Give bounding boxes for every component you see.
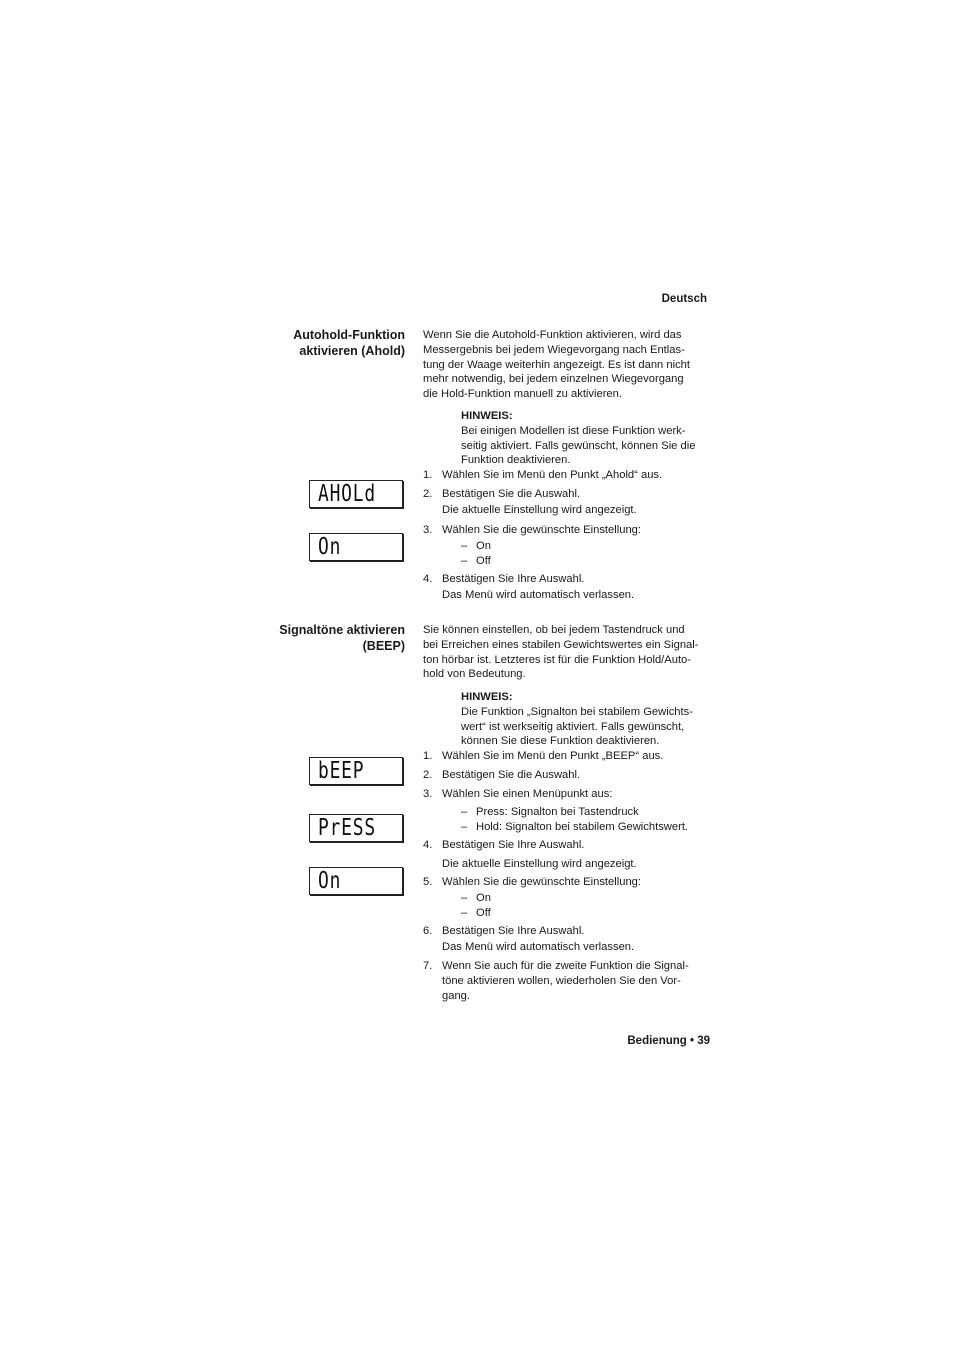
note-title: HINWEIS: xyxy=(461,691,513,703)
option-item: – Hold: Signalton bei stabilem Gewichtswert. xyxy=(461,821,689,833)
section1-intro xyxy=(423,328,715,402)
step-subtext: Die aktuelle Einstellung wird angezeigt. xyxy=(442,858,637,870)
text-line: Die Funktion „Signalton bei stabilem Gewichts- xyxy=(461,705,693,718)
step-item xyxy=(423,924,715,955)
step-number: 3. xyxy=(423,524,433,536)
step-item xyxy=(423,959,715,1004)
option-item: – On xyxy=(461,892,491,904)
text-line: wert“ ist werkseitig aktiviert. Falls gewünscht, xyxy=(461,720,685,733)
step-text: Bestätigen Sie Ihre Auswahl. xyxy=(442,573,585,585)
lcd-text: bEEP xyxy=(318,758,365,784)
step-number: 7. xyxy=(423,960,433,972)
text-line: tung der Waage weiterhin angezeigt. Es ist dann nicht xyxy=(423,358,691,371)
step-number: 5. xyxy=(423,876,433,888)
lcd-text: PrESS xyxy=(318,815,376,841)
text-line: ton hörbar ist. Letzteres ist für die Funktion Hold/Auto- xyxy=(423,653,692,666)
option-item: – Off xyxy=(461,555,491,567)
step-number: 2. xyxy=(423,488,433,500)
step-text: Wählen Sie die gewünschte Einstellung: xyxy=(442,524,642,536)
text-line: seitig aktiviert. Falls gewünscht, können Sie die xyxy=(461,439,696,452)
lcd-display-press xyxy=(309,814,403,842)
step-item xyxy=(423,523,715,538)
step-text: Wählen Sie im Menü den Punkt „BEEP“ aus. xyxy=(442,750,664,762)
step-item xyxy=(423,787,715,802)
step-number: 1. xyxy=(423,469,433,481)
text-line: Funktion deaktivieren. xyxy=(461,454,571,467)
language-header: Deutsch xyxy=(661,293,707,305)
text-line: bei Erreichen eines stabilen Gewichtswertes ein Signal- xyxy=(423,638,699,651)
step-number: 1. xyxy=(423,750,433,762)
step-text xyxy=(442,959,715,1004)
text-line: die Hold-Funktion manuell zu aktivieren. xyxy=(423,388,622,401)
section1-note xyxy=(461,409,717,468)
step-text: Bestätigen Sie Ihre Auswahl. xyxy=(442,839,585,851)
option-item: – On xyxy=(461,540,491,552)
step-item xyxy=(423,875,715,890)
step-text: Bestätigen Sie Ihre Auswahl. xyxy=(442,925,585,937)
step-subtext: Das Menü wird automatisch verlassen. xyxy=(442,589,635,601)
lcd-display-on xyxy=(309,867,403,895)
text-line: Wenn Sie auch für die zweite Funktion die Signal- xyxy=(442,960,689,972)
text-line: töne aktivieren wollen, wiederholen Sie den Vor- xyxy=(442,975,681,987)
step-text: Bestätigen Sie die Auswahl. xyxy=(442,488,581,500)
text-line: hold von Bedeutung. xyxy=(423,668,526,681)
section2-note xyxy=(461,690,717,749)
lcd-display-ahold xyxy=(309,480,403,508)
option-label: On xyxy=(476,540,491,552)
note-title: HINWEIS: xyxy=(461,410,513,422)
step-item xyxy=(423,768,715,783)
option-label: Off xyxy=(476,907,491,919)
lcd-display-beep xyxy=(309,757,403,785)
step-item xyxy=(423,468,715,483)
step-text: Wählen Sie die gewünschte Einstellung: xyxy=(442,876,642,888)
step-number: 4. xyxy=(423,573,433,585)
lcd-text: On xyxy=(318,868,342,894)
step-number: 3. xyxy=(423,788,433,800)
option-label: Off xyxy=(476,555,491,567)
lcd-display-on xyxy=(309,533,403,561)
text-line: können Sie diese Funktion deaktivieren. xyxy=(461,735,660,748)
step-subtext: Die aktuelle Einstellung wird angezeigt. xyxy=(442,504,637,516)
step-text: Wählen Sie einen Menüpunkt aus: xyxy=(442,788,613,800)
section-title-autohold xyxy=(230,327,405,359)
text-line: mehr notwendig, bei jedem einzelnen Wiegevorgang xyxy=(423,373,684,386)
section-title-line: (BEEP) xyxy=(362,639,405,653)
step-text: Bestätigen Sie die Auswahl. xyxy=(442,769,581,781)
step-number: 6. xyxy=(423,925,433,937)
lcd-text: AHOLd xyxy=(318,481,376,507)
option-label: Press: Signalton bei Tastendruck xyxy=(476,806,639,818)
step-item xyxy=(423,838,715,872)
option-item: – Press: Signalton bei Tastendruck xyxy=(461,806,639,818)
section-title-beep xyxy=(230,622,405,654)
step-item xyxy=(423,572,715,603)
option-label: On xyxy=(476,892,491,904)
step-item xyxy=(423,749,715,764)
text-line: Messergebnis bei jedem Wiegevorgang nach Entlas- xyxy=(423,343,685,356)
step-text: Wählen Sie im Menü den Punkt „Ahold“ aus. xyxy=(442,469,663,481)
step-item xyxy=(423,487,715,518)
section2-intro xyxy=(423,623,715,682)
section-title-line: aktivieren (Ahold) xyxy=(299,344,405,358)
text-line: gang. xyxy=(442,990,470,1002)
lcd-text: On xyxy=(318,534,342,560)
page-footer: Bedienung • 39 xyxy=(627,1035,710,1047)
step-number: 4. xyxy=(423,839,433,851)
step-number: 2. xyxy=(423,769,433,781)
section-title-line: Signaltöne aktivieren xyxy=(279,623,405,637)
section-title-line: Autohold-Funktion xyxy=(293,328,405,342)
option-item: – Off xyxy=(461,907,491,919)
text-line: Wenn Sie die Autohold-Funktion aktivieren, wird das xyxy=(423,329,682,341)
text-line: Sie können einstellen, ob bei jedem Tastendruck und xyxy=(423,624,685,636)
text-line: Bei einigen Modellen ist diese Funktion werk- xyxy=(461,424,686,437)
option-label: Hold: Signalton bei stabilem Gewichtswert. xyxy=(476,821,689,833)
step-subtext: Das Menü wird automatisch verlassen. xyxy=(442,941,635,953)
